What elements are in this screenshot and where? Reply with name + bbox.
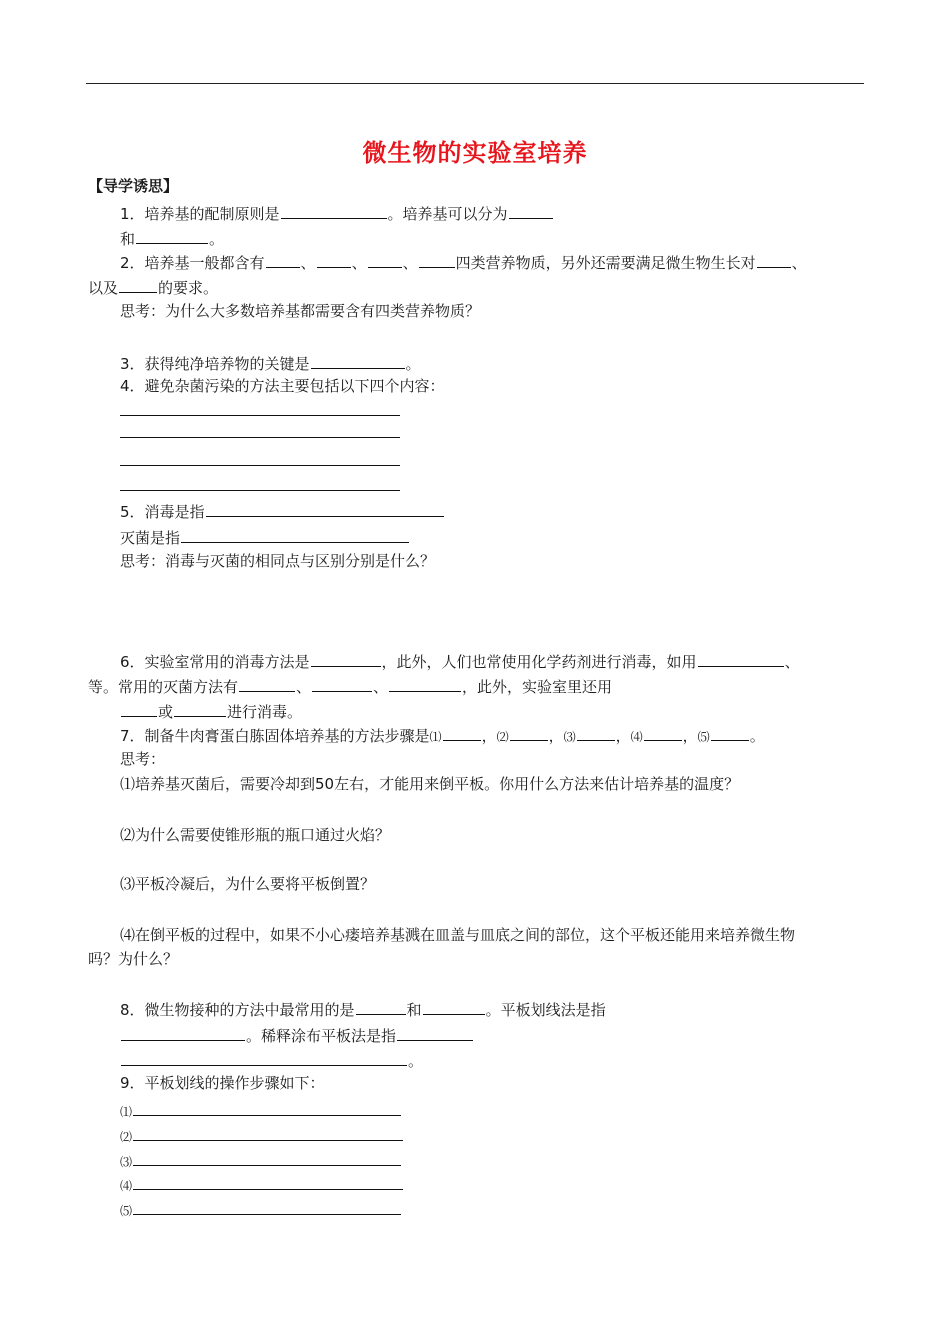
question-2-line: 2．培养基一般都含有 、 、 、 四类营养物质，另外还需要满足微生物生长对 、 bbox=[120, 251, 807, 273]
question-6-line-2: 等。常用的灭菌方法有 、 、 ，此外，实验室里还用 bbox=[88, 675, 612, 697]
blank[interactable] bbox=[133, 1173, 403, 1190]
blank[interactable] bbox=[133, 1149, 401, 1166]
think-prompt-1: 思考：为什么大多数培养基都需要含有四类营养物质？ bbox=[120, 302, 481, 320]
answer-line[interactable] bbox=[120, 437, 400, 438]
question-5-line-2: 灭菌是指 bbox=[120, 526, 410, 548]
blank[interactable] bbox=[206, 500, 444, 517]
question-6-line-3: 或 进行消毒。 bbox=[120, 700, 302, 722]
blank[interactable] bbox=[317, 251, 351, 268]
think-item-1: ⑴培养基灭菌后，需要冷却到50左右，才能用来倒平板。你用什么方法来估计培养基的温度？ bbox=[120, 775, 740, 793]
think-prompt-3: 思考： bbox=[120, 750, 166, 768]
answer-line[interactable] bbox=[120, 465, 400, 466]
blank[interactable] bbox=[119, 276, 157, 293]
blank[interactable] bbox=[577, 724, 615, 741]
blank[interactable] bbox=[423, 998, 485, 1015]
blank[interactable] bbox=[136, 227, 208, 244]
blank[interactable] bbox=[356, 998, 406, 1015]
think-item-4-cont: 吗？为什么？ bbox=[88, 950, 179, 968]
blank[interactable] bbox=[281, 202, 387, 219]
blank[interactable] bbox=[368, 251, 402, 268]
step-1: ⑴ bbox=[120, 1099, 402, 1122]
step-2: ⑵ bbox=[120, 1124, 404, 1147]
answer-line[interactable] bbox=[120, 490, 400, 491]
blank[interactable] bbox=[419, 251, 455, 268]
blank[interactable] bbox=[133, 1124, 403, 1141]
blank[interactable] bbox=[133, 1198, 401, 1215]
blank[interactable] bbox=[121, 1049, 407, 1066]
question-3-line: 3．获得纯净培养物的关键是 。 bbox=[120, 352, 421, 374]
section-heading: 【导学诱思】 bbox=[88, 177, 179, 195]
blank[interactable] bbox=[121, 1024, 245, 1041]
question-1-line-2: 和 。 bbox=[120, 227, 224, 249]
question-5-line: 5．消毒是指 bbox=[120, 500, 445, 522]
think-prompt-2: 思考：消毒与灭菌的相同点与区别分别是什么？ bbox=[120, 552, 436, 570]
blank[interactable] bbox=[443, 724, 481, 741]
blank[interactable] bbox=[711, 724, 749, 741]
blank[interactable] bbox=[509, 202, 553, 219]
blank[interactable] bbox=[121, 700, 157, 717]
step-3: ⑶ bbox=[120, 1149, 402, 1172]
header-rule bbox=[86, 83, 864, 84]
blank[interactable] bbox=[311, 650, 381, 667]
step-5: ⑸ bbox=[120, 1198, 402, 1221]
think-item-2: ⑵为什么需要使锥形瓶的瓶口通过火焰？ bbox=[120, 826, 391, 844]
blank[interactable] bbox=[389, 675, 461, 692]
blank[interactable] bbox=[698, 650, 784, 667]
blank[interactable] bbox=[757, 251, 791, 268]
question-4-line: 4．避免杂菌污染的方法主要包括以下四个内容： bbox=[120, 377, 445, 395]
question-8-line-3: 。 bbox=[120, 1049, 423, 1071]
blank[interactable] bbox=[644, 724, 682, 741]
blank[interactable] bbox=[397, 1024, 473, 1041]
question-1-line: 1．培养基的配制原则是 。培养基可以分为 bbox=[120, 202, 554, 224]
question-9-line: 9．平板划线的操作步骤如下： bbox=[120, 1074, 325, 1092]
question-6-line: 6．实验室常用的消毒方法是 ，此外，人们也常使用化学药剂进行消毒，如用 、 bbox=[120, 650, 800, 672]
question-8-line-2: 。稀释涂布平板法是指 bbox=[120, 1024, 474, 1046]
blank[interactable] bbox=[181, 526, 409, 543]
blank[interactable] bbox=[133, 1099, 401, 1116]
blank[interactable] bbox=[311, 352, 405, 369]
question-8-line: 8．微生物接种的方法中最常用的是 和 。平板划线法是指 bbox=[120, 998, 606, 1020]
blank[interactable] bbox=[239, 675, 295, 692]
think-item-3: ⑶平板冷凝后，为什么要将平板倒置？ bbox=[120, 875, 376, 893]
blank[interactable] bbox=[266, 251, 300, 268]
question-2-line-2: 以及 的要求。 bbox=[88, 276, 218, 298]
question-7-line: 7．制备牛肉膏蛋白胨固体培养基的方法步骤是⑴ ，⑵ ，⑶ ，⑷ ，⑸ 。 bbox=[120, 724, 765, 747]
page-title: 微生物的实验室培养 bbox=[362, 139, 588, 167]
blank[interactable] bbox=[510, 724, 548, 741]
think-item-4: ⑷在倒平板的过程中，如果不小心瘘培养基溅在皿盖与皿底之间的部位，这个平板还能用来培养微生物 bbox=[120, 926, 796, 944]
blank[interactable] bbox=[312, 675, 372, 692]
blank[interactable] bbox=[174, 700, 226, 717]
step-4: ⑷ bbox=[120, 1173, 404, 1196]
answer-line[interactable] bbox=[120, 415, 400, 416]
